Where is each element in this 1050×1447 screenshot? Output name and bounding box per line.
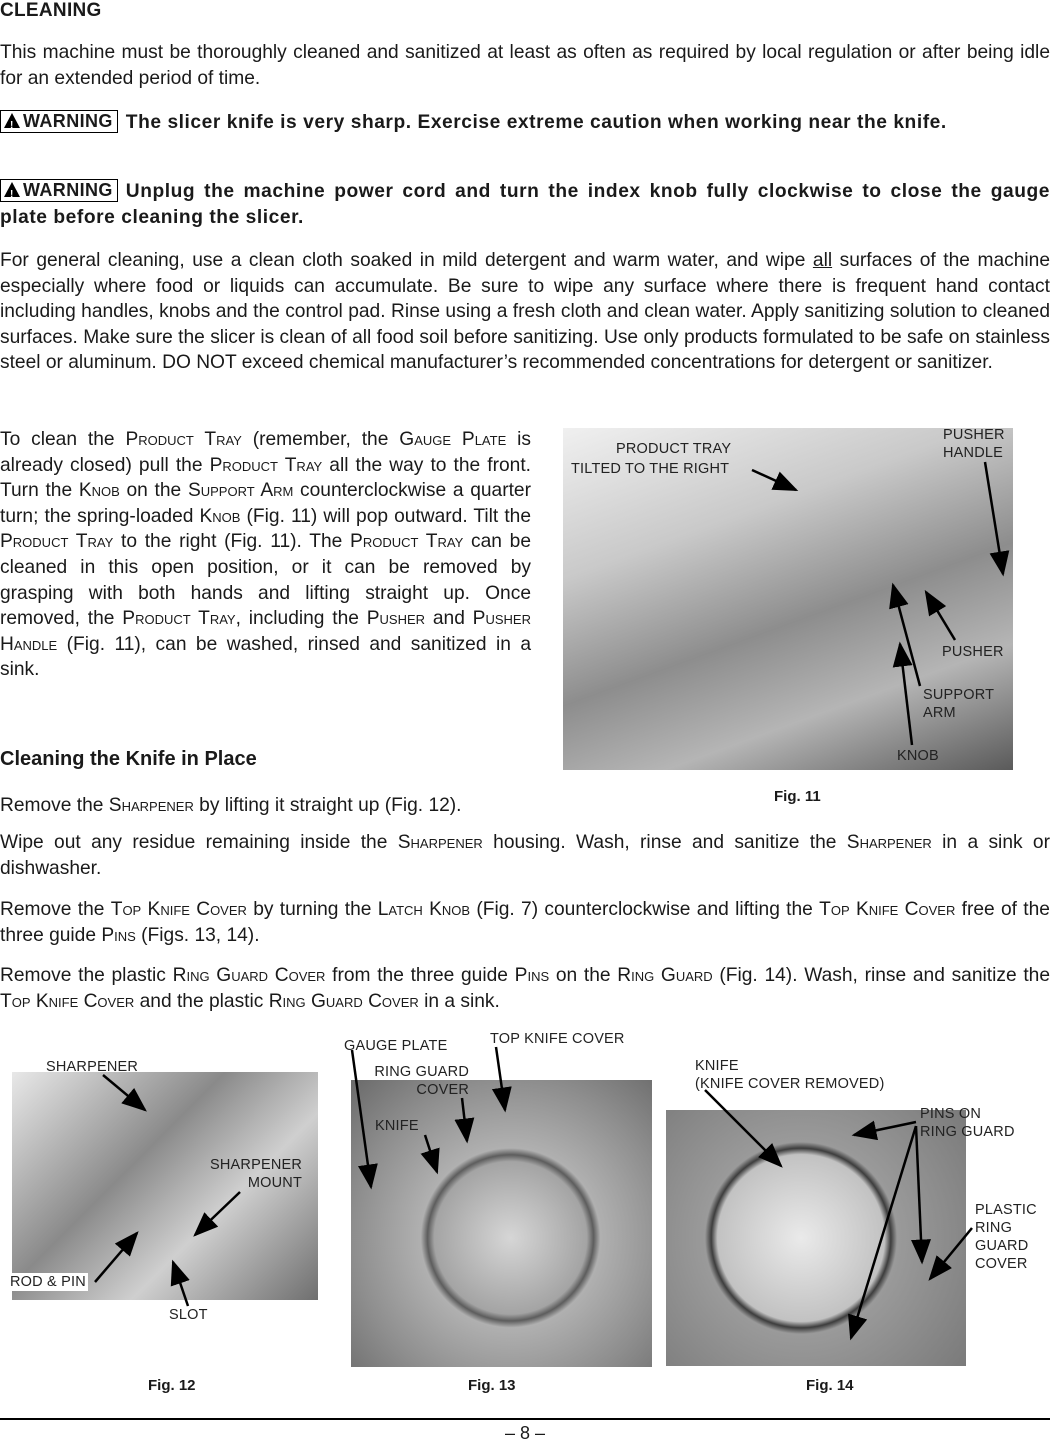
- fig14-caption: Fig. 14: [806, 1377, 854, 1394]
- label-pusher: PUSHER: [942, 644, 1004, 660]
- ring-guard-paragraph: Remove the plastic Ring Guard Cover from the three guide Pins on the Ring Guard (Fig. 14). Wash, rinse and sanitize the Top Knife Cover and the plastic Ring Guard Cover in a sink.: [0, 965, 1050, 1012]
- intro-paragraph: This machine must be thoroughly cleaned and sanitized at least as often as required by local regulation or after being idle for an extended period of time.: [0, 42, 1050, 89]
- warning-triangle-icon: [4, 113, 20, 128]
- subheading-knife: Cleaning the Knife in Place: [0, 748, 257, 770]
- label-product-tray: PRODUCT TRAY: [616, 441, 732, 457]
- label-gauge-plate: GAUGE PLATE: [344, 1038, 448, 1054]
- label-knob: KNOB: [897, 748, 939, 764]
- page-number: – 8 –: [504, 1423, 546, 1443]
- label-plastic-ring-guard-cover: PLASTIC RING GUARD COVER: [975, 1202, 1037, 1272]
- wipe-paragraph: Wipe out any residue remaining inside the Sharpener housing. Wash, rinse and sanitize the Sharpener in a sink or dishwasher.: [0, 832, 1050, 879]
- product-tray-paragraph: To clean the Product Tray (remember, the Gauge Plate is already closed) pull the Product Tray all the way to the front. Turn the Knob on the Support Arm counterclockwise a quarter turn; the spring-loaded Knob (Fig. 11) will pop outward. Tilt the Product Tray to the right (Fig. 11). The Product Tray can be cleaned in this open position, or it can be removed by grasping with both hands and lifting straight up. Once removed, the Product Tray, including the Pusher and Pusher Handle (Fig. 11), can be washed, rinsed and sanitized in a sink.: [0, 429, 532, 681]
- fig12-caption: Fig. 12: [148, 1377, 196, 1394]
- warning-badge: !WARNING: [0, 179, 118, 202]
- label-pins-ring-guard: PINS ON RING GUARD: [920, 1106, 1015, 1140]
- warning-knife: !WARNING The slicer knife is very sharp. Exercise extreme caution when working near the knife.: [0, 110, 1050, 136]
- warning-badge: !WARNING: [0, 110, 118, 133]
- general-cleaning-paragraph: For general cleaning, use a clean cloth soaked in mild detergent and warm water, and wipe all surfaces of the machine especially where food or liquids can accumulate. Be sure to wipe any surface where there is frequent hand contact including handles, knobs and the control pad. Rinse using a fresh cloth and clean water. Apply sanitizing solution to cleaned surfaces. Make sure the slicer is clean of all food soil before sanitizing. Use only products formulated to be safe on stainless steel or aluminum. DO NOT exceed chemical manufacturer’s recommended concentrations for detergent or sanitizer.: [0, 250, 1050, 373]
- label-knife: KNIFE: [375, 1118, 419, 1134]
- warning-unplug: !WARNING Unplug the machine power cord and turn the index knob fully clockwise to close the gauge plate before cleaning the slicer.: [0, 179, 1050, 230]
- label-sharpener: SHARPENER: [46, 1059, 139, 1075]
- emphasis-all: all: [812, 250, 833, 271]
- label-support-arm: SUPPORT ARM: [923, 687, 995, 721]
- label-rod-pin: ROD & PIN: [10, 1274, 86, 1290]
- label-slot: SLOT: [169, 1307, 208, 1323]
- label-tilted-right: TILTED TO THE RIGHT: [571, 461, 730, 477]
- label-sharpener-mount: SHARPENER MOUNT: [210, 1157, 303, 1191]
- sharpener-paragraph: Remove the Sharpener by lifting it straight up (Fig. 12).: [0, 795, 462, 816]
- label-top-knife-cover: TOP KNIFE COVER: [490, 1031, 625, 1047]
- warning-triangle-icon: [4, 182, 20, 197]
- label-knife-removed: KNIFE (KNIFE COVER REMOVED): [695, 1058, 885, 1092]
- label-pusher-handle: PUSHER HANDLE: [943, 427, 1005, 461]
- fig11-caption: Fig. 11: [774, 788, 821, 805]
- section-heading: CLEANING: [0, 0, 102, 21]
- label-ring-guard-cover: RING GUARD COVER: [374, 1064, 469, 1098]
- footer-rule: [0, 1418, 1050, 1420]
- top-cover-paragraph: Remove the Top Knife Cover by turning the Latch Knob (Fig. 7) counterclockwise and lifting the Top Knife Cover free of the three guide Pins (Figs. 13, 14).: [0, 899, 1050, 946]
- ring-guard-photo: [666, 1110, 966, 1366]
- fig13-caption: Fig. 13: [468, 1377, 516, 1394]
